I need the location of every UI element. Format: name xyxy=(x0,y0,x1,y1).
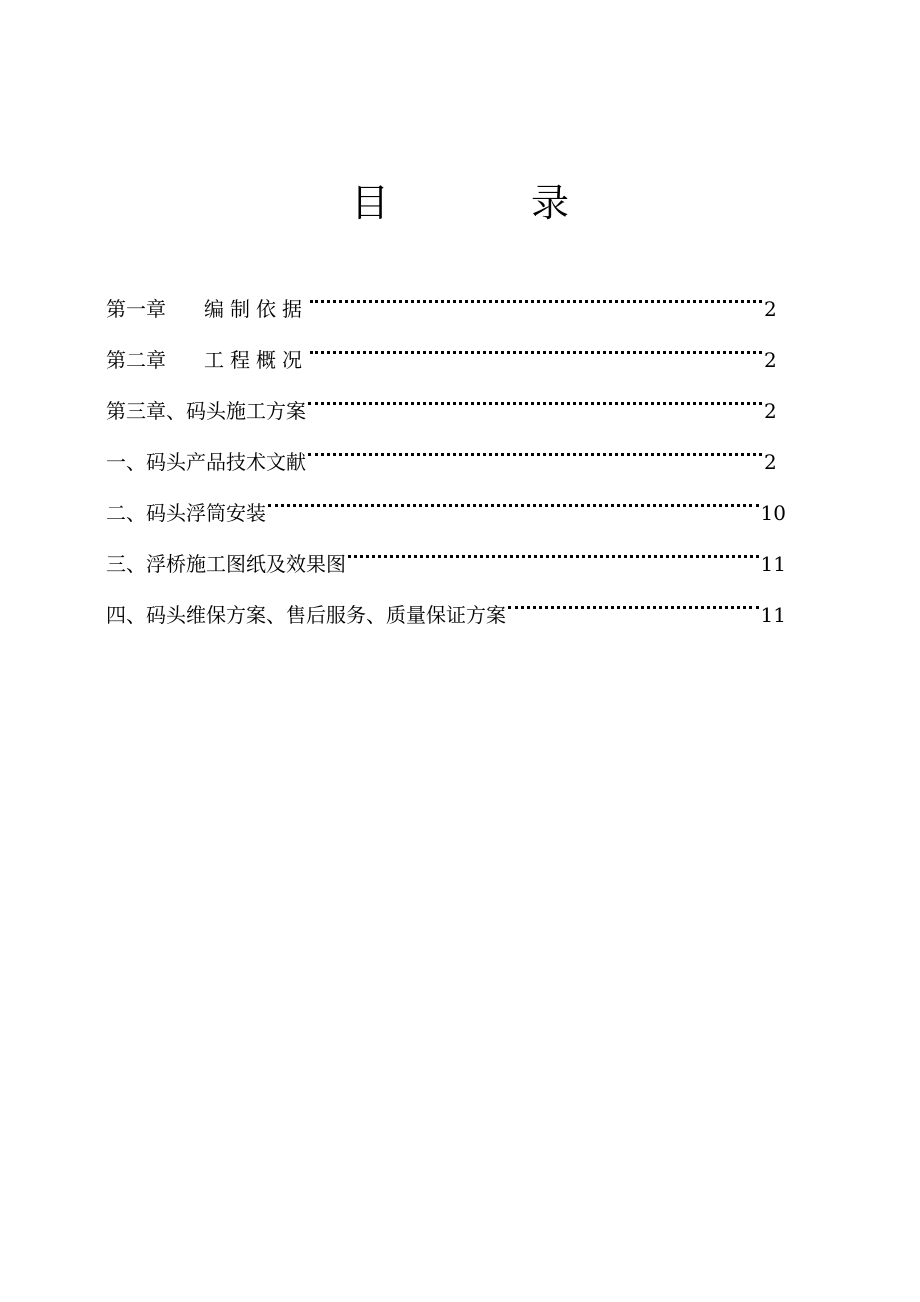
toc-dot-leader xyxy=(308,425,762,469)
toc-dot-leader xyxy=(348,527,759,571)
toc-dot-leader xyxy=(268,476,759,520)
toc-entry-title: 第三章、码头施工方案 xyxy=(106,399,306,423)
toc-entry[interactable] xyxy=(106,272,786,323)
toc-title: 目 录 xyxy=(350,181,621,225)
toc-entry-title: 三、浮桥施工图纸及效果图 xyxy=(106,552,346,576)
toc-page-number: 2 xyxy=(764,450,777,474)
toc-page-number: 2 xyxy=(764,348,777,372)
toc-page-number: 10 xyxy=(760,501,786,525)
toc-entry-title: 工程概况 xyxy=(204,348,308,372)
toc-dot-leader xyxy=(308,374,762,418)
toc-dot-leader xyxy=(310,323,762,367)
toc-entry-chapter: 第一章 xyxy=(106,297,166,321)
toc-entry-title: 编制依据 xyxy=(204,297,308,321)
toc-page-number: 2 xyxy=(764,297,777,321)
toc-page-number: 11 xyxy=(760,552,786,576)
toc-entry-label xyxy=(106,338,308,382)
toc-page-number: 11 xyxy=(760,603,786,627)
toc-entry-chapter: 第二章 xyxy=(106,348,166,372)
toc-entry-title: 一、码头产品技术文献 xyxy=(106,450,306,474)
toc-entry-title: 四、码头维保方案、售后服务、质量保证方案 xyxy=(106,603,506,627)
toc-page-number: 2 xyxy=(764,399,777,423)
toc-dot-leader xyxy=(310,272,762,316)
toc-entry-label xyxy=(106,287,308,331)
toc-dot-leader xyxy=(508,578,759,622)
table-of-contents xyxy=(106,272,786,629)
toc-entry-title: 二、码头浮筒安装 xyxy=(106,501,266,525)
